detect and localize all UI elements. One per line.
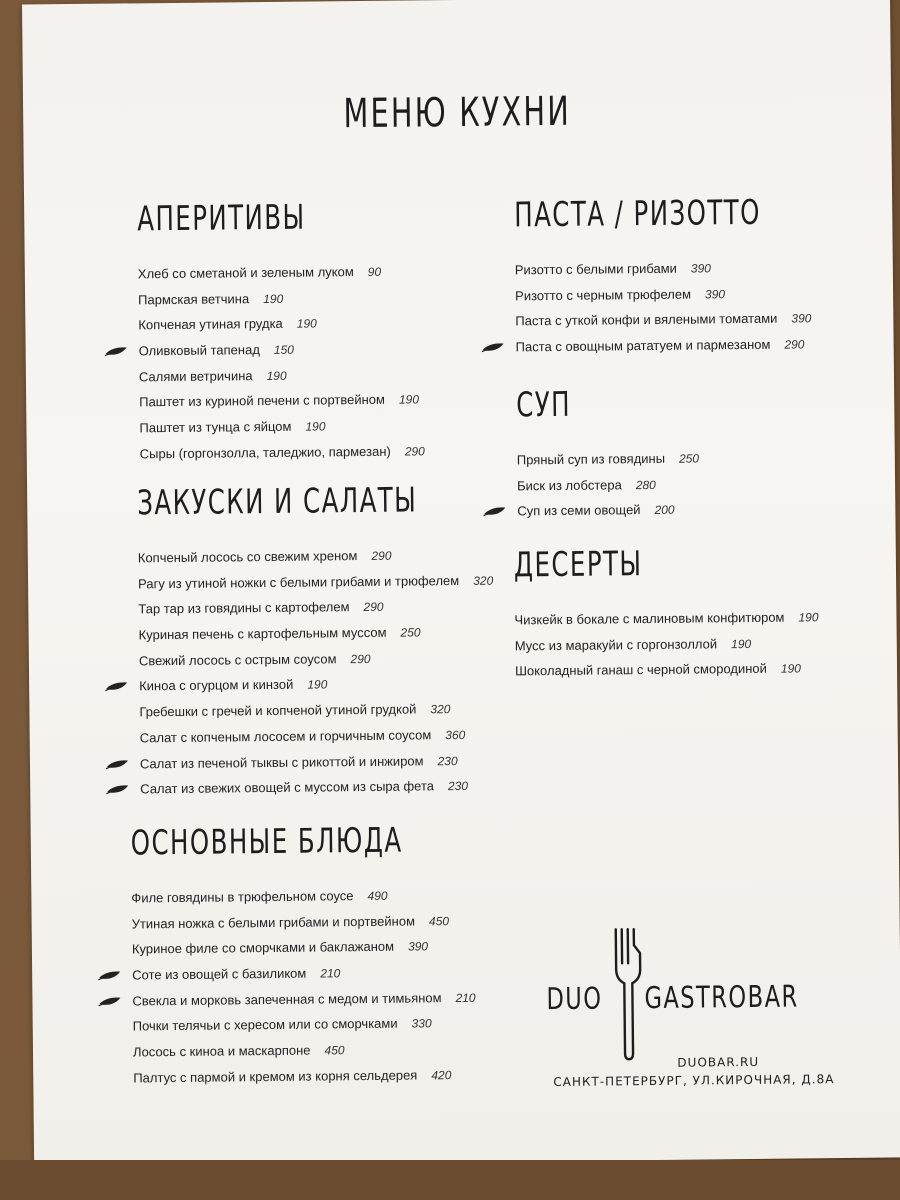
menu-item-price: 290 (784, 337, 805, 352)
menu-item (140, 747, 529, 777)
item-list (517, 445, 700, 524)
menu-item-name: Оливковый тапенад (138, 342, 260, 359)
menu-item-price: 320 (430, 702, 451, 717)
leaf-icon (482, 342, 506, 354)
menu-item-name: Паста с уткой конфи и вялеными томатами (515, 311, 778, 329)
menu-item-name: Салями ветричина (138, 367, 253, 385)
menu-item-price: 450 (428, 913, 450, 929)
menu-item (132, 933, 510, 963)
menu-item (517, 497, 700, 525)
section-heading: ОСНОВНЫЕ БЛЮДА (130, 820, 403, 864)
menu-item (140, 772, 529, 802)
menu-item-price: 190 (263, 291, 284, 306)
menu-item (138, 258, 423, 287)
menu-item-name: Почки телячьи с хересом или со сморчками (132, 1016, 398, 1034)
menu-item-price: 320 (473, 573, 494, 588)
menu-item-price: 390 (690, 261, 711, 276)
menu-item-price: 230 (437, 753, 458, 768)
menu-item-price: 280 (635, 477, 656, 492)
section-aperitivy (137, 196, 425, 466)
menu-item-name: Хлеб со сметаной и зеленым луком (137, 264, 354, 282)
leaf-icon (106, 784, 130, 796)
menu-item-name: Паштет из тунца с яйцом (139, 418, 292, 436)
menu-item-name: Ризотто с черным трюфелем (515, 286, 692, 304)
menu-item-name: Мусс из маракуйи с горгонзоллой (514, 635, 718, 654)
menu-item-name: Ризотто с белыми грибами (514, 260, 677, 278)
menu-item-price: 450 (324, 1043, 345, 1058)
menu-item-name: Гребешки с гречей и копченой утиной грудкой (139, 701, 417, 720)
leaf-icon (105, 346, 129, 358)
fork-icon (610, 923, 648, 1068)
menu-item-price: 190 (798, 610, 819, 625)
menu-item-name: Тар тар из говядины с картофелем (138, 599, 350, 617)
menu-item (140, 721, 529, 751)
section-heading: ЗАКУСКИ И САЛАТЫ (137, 480, 418, 524)
table-surface (0, 1160, 900, 1200)
menu-item-name: Чизкейк в бокале с малиновым конфитюром (514, 609, 785, 628)
menu-item-price: 230 (447, 779, 469, 794)
menu-item (515, 656, 819, 685)
item-list (138, 541, 530, 802)
menu-item (514, 604, 818, 633)
logo-word-right: GASTROBAR (644, 979, 799, 1017)
menu-item-name: Пармская ветчина (138, 290, 250, 308)
menu-item-price: 190 (266, 368, 287, 383)
menu-item (140, 438, 425, 467)
address-text: САНКТ-ПЕТЕРБУРГ, УЛ.КИРОЧНАЯ, Д.8А (553, 1072, 835, 1090)
menu-item-price: 190 (296, 316, 317, 332)
menu-item-price: 390 (791, 311, 812, 326)
menu-item (132, 959, 510, 989)
menu-item-price: 250 (678, 451, 700, 466)
menu-item-name: Куриное филе со сморчками и баклажаном (131, 939, 395, 957)
website-text: DUOBAR.RU (677, 1054, 760, 1070)
menu-item-price: 190 (780, 661, 801, 677)
item-list (514, 604, 819, 684)
menu-item (138, 284, 423, 313)
menu-item (139, 335, 424, 364)
menu-item (139, 387, 424, 416)
menu-item-name: Салат из свежих овощей с муссом из сыра фета (140, 778, 435, 797)
leaf-icon (98, 970, 122, 982)
section-osnovnye (131, 820, 511, 1091)
menu-item (133, 1061, 511, 1091)
menu-item (139, 412, 424, 441)
menu-item-price: 360 (445, 727, 466, 742)
menu-item-price: 190 (398, 392, 420, 408)
leaf-icon (105, 681, 129, 693)
section-heading: АПЕРИТИВЫ (137, 197, 306, 240)
section-deserty (514, 542, 819, 684)
menu-item-name: Киноа с огурцом и кинзой (139, 677, 294, 694)
menu-item (133, 1010, 511, 1040)
item-list (131, 881, 511, 1090)
menu-item-name: Сыры (горгонзолла, таледжио, пармезан) (139, 443, 391, 462)
menu-title: МЕНЮ КУХНИ (343, 88, 572, 138)
menu-item-price: 390 (407, 939, 429, 954)
menu-item-price: 200 (654, 503, 675, 518)
menu-item-name: Суп из семи овощей (517, 502, 641, 519)
section-heading: ДЕСЕРТЫ (513, 544, 643, 586)
logo-word-left: DUO (546, 981, 603, 1018)
menu-item-price: 150 (273, 342, 294, 357)
menu-item (139, 695, 528, 725)
menu-item-price: 290 (363, 600, 384, 615)
menu-item-name: Паштет из куриной печени с портвейном (139, 392, 386, 410)
menu-item (131, 881, 509, 911)
menu-item-name: Куриная печень с картофельным муссом (138, 624, 387, 643)
section-heading: СУП (516, 384, 572, 426)
menu-item (132, 907, 510, 937)
menu-item (516, 331, 859, 360)
menu-item (517, 471, 700, 499)
menu-item-price: 490 (367, 888, 388, 903)
menu-item (515, 305, 858, 334)
menu-item-name: Копченая утиная грудка (138, 316, 283, 333)
menu-item-price: 390 (704, 286, 726, 302)
leaf-icon (483, 506, 507, 518)
menu-item (515, 279, 858, 308)
menu-item-name: Свежий лосось с острым соусом (138, 651, 337, 669)
menu-item-name: Лосось с киноа и маскарпоне (132, 1042, 311, 1060)
section-heading: ПАСТА / РИЗОТТО (514, 192, 762, 236)
menu-item (138, 310, 423, 339)
menu-item-name: Биск из лобстера (517, 476, 622, 494)
menu-item-price: 210 (320, 966, 341, 981)
menu-item-name: Паста с овощным рататуем и пармезаном (515, 336, 771, 355)
menu-sheet (22, 0, 900, 1166)
menu-item (517, 445, 700, 473)
menu-item (139, 361, 424, 390)
menu-item-price: 250 (400, 625, 421, 640)
menu-item-name: Филе говядины в трюфельном соусе (131, 888, 354, 906)
menu-item-name: Салат из печеной тыквы с рикоттой и инжиром (139, 752, 424, 771)
menu-item-price: 290 (350, 651, 371, 666)
menu-item-name: Утиная ножка с белыми грибами и портвейном (131, 913, 416, 932)
menu-item-name: Рагу из утиной ножки с белыми грибами и трюфелем (138, 572, 460, 592)
menu-item-price: 190 (731, 636, 752, 651)
section-zakuski (137, 479, 529, 802)
menu-item-name: Шоколадный ганаш с черной смородиной (514, 661, 767, 679)
menu-item-price: 190 (307, 677, 328, 693)
menu-item-price: 420 (431, 1067, 452, 1083)
menu-item (515, 630, 819, 659)
item-list (515, 254, 859, 360)
menu-item (133, 1036, 511, 1066)
menu-item-price: 190 (305, 419, 326, 434)
menu-item-price: 290 (404, 444, 425, 459)
section-sup (516, 383, 700, 524)
menu-item-price: 290 (371, 548, 392, 563)
menu-item (132, 984, 510, 1014)
menu-item-name: Палтус с пармой и кремом из корня сельдерея (133, 1067, 418, 1086)
leaf-icon (98, 995, 122, 1007)
menu-item-name: Свекла и морковь запеченная с медом и тимьяном (132, 989, 442, 1009)
menu-item (515, 254, 858, 283)
menu-item-price: 210 (455, 990, 476, 1005)
menu-item-name: Пряный суп из говядины (516, 450, 666, 468)
menu-item-price: 330 (411, 1016, 432, 1031)
leaf-icon (106, 758, 130, 770)
menu-item-name: Копченый лосось со свежим хреном (137, 548, 358, 566)
menu-item-name: Салат с копченым лососем и горчичным соусом (139, 727, 432, 746)
section-pasta (514, 192, 858, 360)
item-list (138, 258, 425, 466)
menu-item-price: 90 (367, 264, 382, 279)
menu-item-name: Соте из овощей с базиликом (132, 965, 307, 983)
